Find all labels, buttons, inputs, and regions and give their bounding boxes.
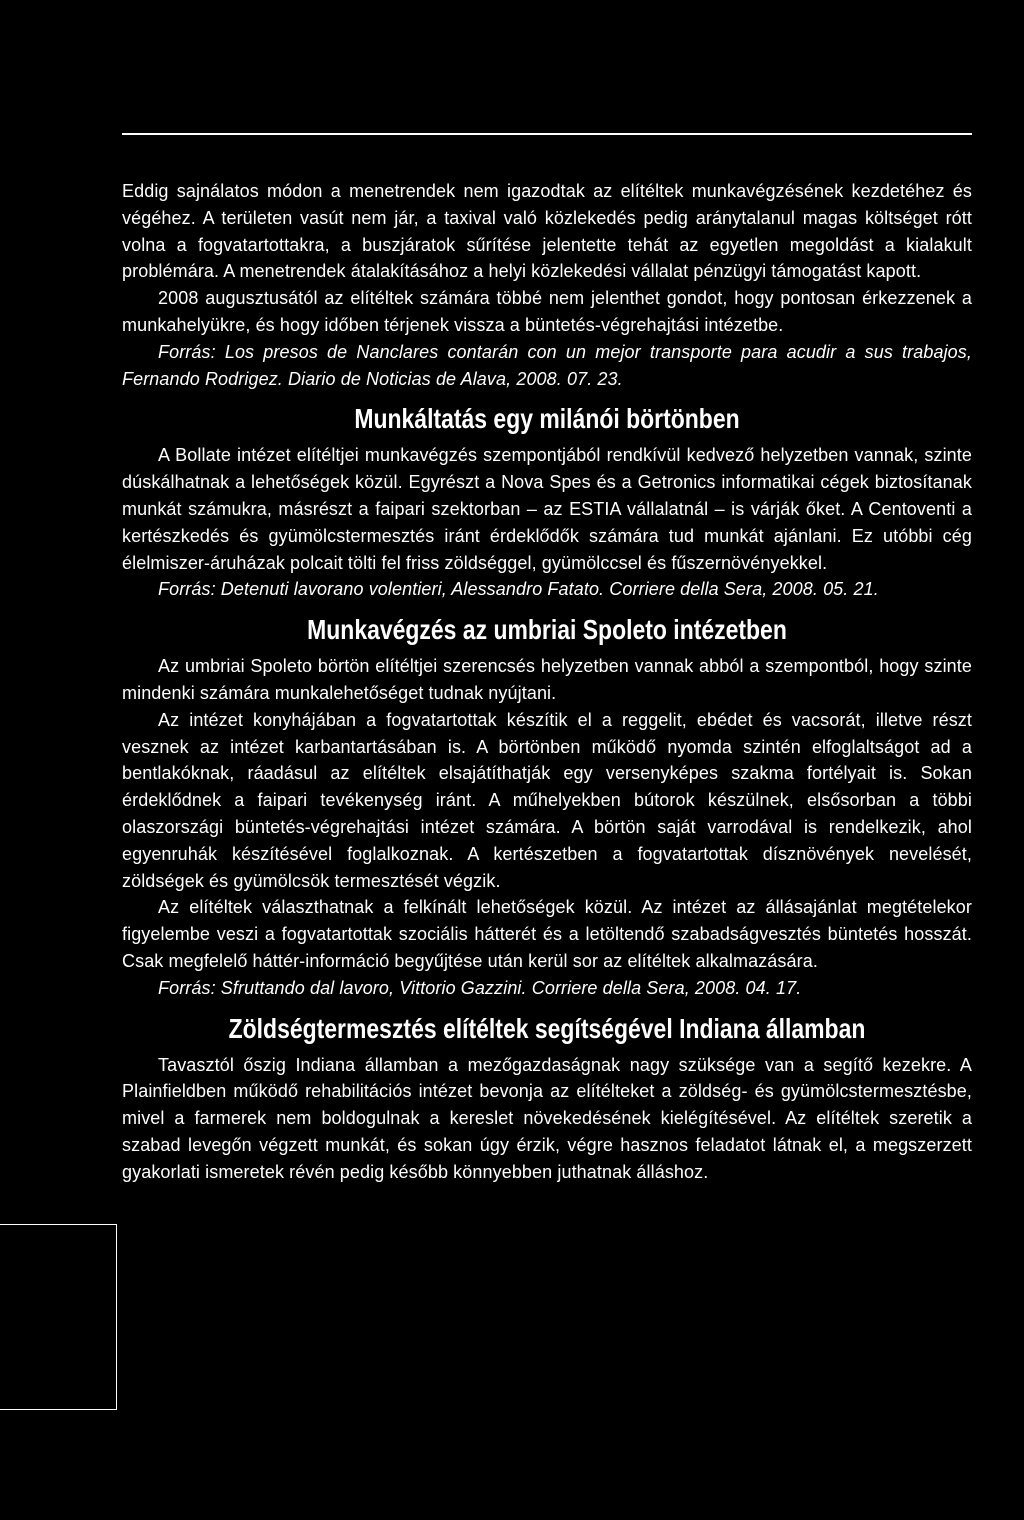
side-box-frame	[0, 1224, 117, 1410]
spoleto-paragraph-2: Az intézet konyhájában a fogvatartottak készítik el a reggelit, ebédet és vacsorát, illetve részt vesznek az intézet karbantartásában is. A börtönben működő nyomda szintén elfoglaltságot ad a bentlakóknak, ráadásul az elítéltek elsajátíthatják egy versenyképes szakma fortélyait is. Sokan érdeklődnek a faipari tevékenység iránt. A műhelyekben bútorok készülnek, elsősorban a többi olaszországi büntetés-végrehajtási intézet számára. A börtön saját varrodával is rendelkezik, ahol egyenruhák készítésével foglalkoznak. A kertészetben a fogvatartottak dísznövények nevelését, zöldségek és gyümölcsök termesztését végzik.	[122, 709, 972, 891]
intro-paragraph-2: 2008 augusztusától az elítéltek számára többé nem jelenthet gondot, hogy pontosan érkezzenek a munkahelyükre, és hogy időben térjenek vissza a büntetés-végrehajtási intézetbe.	[122, 288, 972, 335]
spoleto-paragraph-1: Az umbriai Spoleto börtön elítéltjei szerencsés helyzetben vannak abból a szempontból, hogy szinte mindenki számára munkalehetőséget tudnak nyújtani.	[122, 656, 972, 703]
intro-source: Forrás: Los presos de Nanclares contarán con un mejor transporte para acudir a sus trabajos, Fernando Rodrigez. Diario de Noticias de Alava, 2008. 07. 23.	[122, 341, 972, 389]
milan-paragraph-1: A Bollate intézet elítéltjei munkavégzés szempontjából rendkívül kedvező helyzetben vannak, szinte dúskálhatnak a lehetőségek közül. Egyrészt a Nova Spes és a Getronics informatikai cégek biztosítanak munkát számukra, másrészt a faipari szektorban – az ESTIA vállalatnál – is várják őket. A Centoventi a kertészkedés és gyümölcstermesztés iránt érdeklődők számára tud munkát ajánlani. Ez utóbbi cég élelmiszer-áruházak polcait tölti fel friss zöldséggel, gyümölccsel és fűszernövényekkel.	[122, 445, 972, 573]
section-title-milan: Munkáltatás egy milánói börtönben	[354, 403, 740, 435]
intro-paragraph-1: Eddig sajnálatos módon a menetrendek nem igazodtak az elítéltek munkavégzésének kezdetéhez és végéhez. A területen vasút nem jár, a taxival való közlekedés pedig aránytalanul magas költséget rótt volna a fogvatartottakra, a buszjáratok sűrítése jelentette tehát az egyetlen megoldást a kialakult problémára. A menetrendek átalakításához a helyi közlekedési vállalat pénzügyi támogatást kapott.	[122, 181, 972, 282]
section-title-indiana: Zöldségtermesztés elítéltek segítségével Indiana államban	[228, 1012, 866, 1044]
top-rule	[122, 133, 972, 135]
section-title-spoleto: Munkavégzés az umbriai Spoleto intézetben	[307, 614, 787, 646]
spoleto-source: Forrás: Sfruttando dal lavoro, Vittorio Gazzini. Corriere della Sera, 2008. 04. 17.	[158, 977, 802, 998]
spoleto-paragraph-3: Az elítéltek választhatnak a felkínált lehetőségek közül. Az intézet az állásajánlat megtételekor figyelembe veszi a fogvatartottak szociális hátterét és a letöltendő szabadságvesztés büntetés hosszát. Csak megfelelő háttér-információ begyűjtése után kerül sor az elítéltek alkalmazására.	[122, 897, 972, 971]
page-body	[122, 178, 972, 1186]
milan-source: Forrás: Detenuti lavorano volentieri, Alessandro Fatato. Corriere della Sera, 2008. 05. 21.	[158, 579, 879, 600]
indiana-paragraph-1: Tavasztól őszig Indiana államban a mezőgazdaságnak nagy szüksége van a segítő kezekre. A Plainfieldben működő rehabilitációs intézet bevonja az elítélteket a zöldség- és gyümölcstermesztésbe, mivel a farmerek nem boldogulnak a kereslet növekedésének kielégítésével. Az elítéltek szeretik a szabad levegőn végzett munkát, és sokan úgy érzik, végre hasznos feladatot látnak el, a megszerzett gyakorlati ismeretek révén pedig később könnyebben juthatnak álláshoz.	[122, 1054, 972, 1182]
